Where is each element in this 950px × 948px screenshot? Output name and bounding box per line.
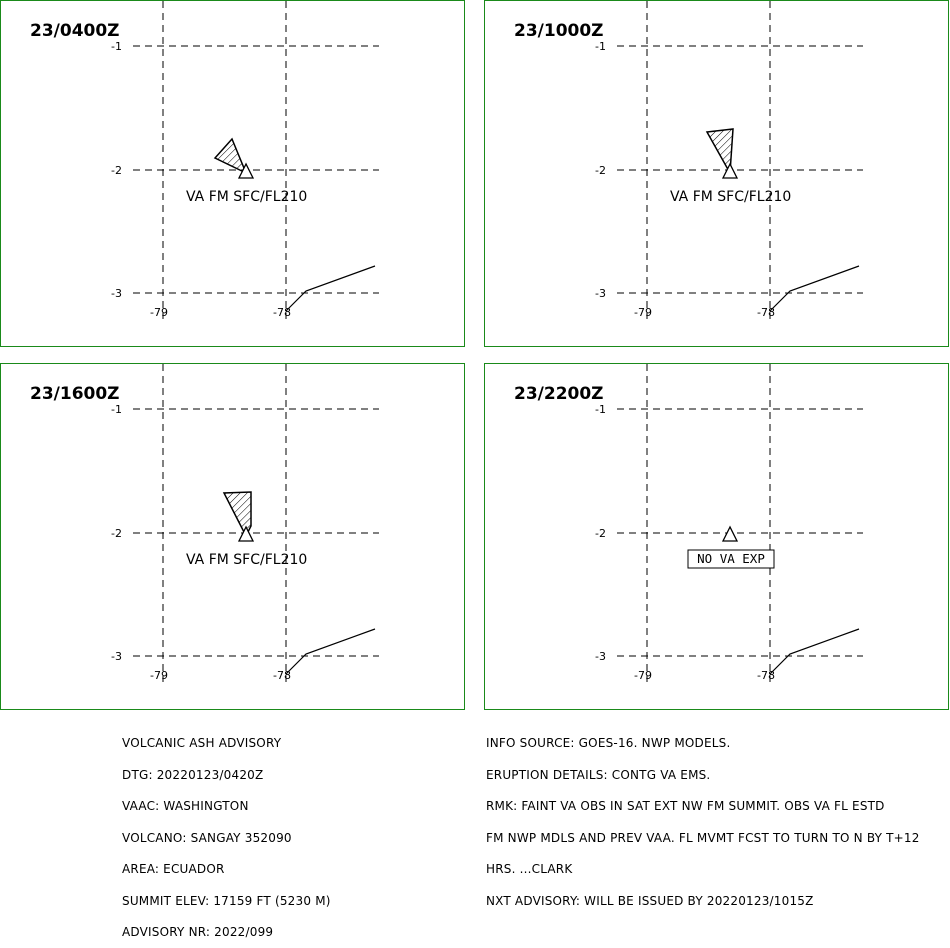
advisory-line: ERUPTION DETAILS: CONTG VA EMS. [486, 767, 711, 782]
advisory-info-left [122, 717, 331, 948]
coastline [286, 629, 375, 674]
coastline [770, 629, 859, 674]
advisory-line: VAAC: WASHINGTON [122, 799, 249, 813]
advisory-line: NXT ADVISORY: WILL BE ISSUED BY 20220123/1015Z [486, 893, 814, 908]
longitude-label: -78 [757, 306, 775, 319]
longitude-label: -79 [634, 306, 652, 319]
latitude-label: -1 [111, 40, 122, 53]
valid-time-title: 23/2200Z [514, 384, 604, 404]
latitude-label: -3 [111, 287, 122, 300]
latitude-label: -3 [595, 287, 606, 300]
ash-height-label: VA FM SFC/FL210 [670, 189, 792, 205]
latitude-label: -1 [111, 403, 122, 416]
latitude-label: -3 [111, 650, 122, 663]
map-canvas [485, 364, 950, 711]
longitude-label: -79 [634, 669, 652, 682]
valid-time-title: 23/1600Z [30, 384, 120, 404]
longitude-label: -78 [757, 669, 775, 682]
valid-time-title: 23/1000Z [514, 21, 604, 41]
volcano-icon [723, 164, 737, 178]
latitude-label: -1 [595, 403, 606, 416]
map-canvas [1, 1, 466, 348]
latitude-label: -2 [111, 164, 122, 177]
advisory-line: AREA: ECUADOR [122, 862, 225, 876]
forecast-panel-t0 [0, 0, 465, 347]
ash-height-label: VA FM SFC/FL210 [186, 189, 308, 205]
latitude-label: -2 [111, 527, 122, 540]
advisory-line: VOLCANO: SANGAY 352090 [122, 830, 292, 845]
valid-time-title: 23/0400Z [30, 21, 120, 41]
advisory-line: FM NWP MDLS AND PREV VAA. FL MVMT FCST TO TURN TO N BY T+12 [486, 830, 920, 845]
advisory-line: ADVISORY NR: 2022/099 [122, 925, 274, 939]
coastline [770, 266, 859, 311]
forecast-panel-t12 [0, 363, 465, 710]
latitude-label: -2 [595, 164, 606, 177]
map-canvas [485, 1, 950, 348]
advisory-line: HRS. ...CLARK [486, 862, 573, 876]
longitude-label: -79 [150, 306, 168, 319]
forecast-panel-t6 [484, 0, 949, 347]
ash-plume-area [215, 139, 246, 173]
latitude-label: -3 [595, 650, 606, 663]
advisory-line: DTG: 20220123/0420Z [122, 767, 264, 782]
ash-status-label: NO VA EXP [697, 551, 765, 566]
advisory-line: INFO SOURCE: GOES-16. NWP MODELS. [486, 736, 731, 750]
advisory-line: SUMMIT ELEV: 17159 FT (5230 M) [122, 893, 331, 908]
latitude-label: -1 [595, 40, 606, 53]
advisory-line: VOLCANIC ASH ADVISORY [122, 736, 282, 750]
ash-height-label: VA FM SFC/FL210 [186, 552, 308, 568]
coastline [286, 266, 375, 311]
advisory-info-right [486, 717, 920, 917]
longitude-label: -79 [150, 669, 168, 682]
longitude-label: -78 [273, 306, 291, 319]
volcano-icon [723, 527, 737, 541]
volcano-icon [239, 527, 253, 541]
advisory-line: RMK: FAINT VA OBS IN SAT EXT NW FM SUMMIT. OBS VA FL ESTD [486, 799, 885, 813]
map-canvas [1, 364, 466, 711]
forecast-panel-t18 [484, 363, 949, 710]
latitude-label: -2 [595, 527, 606, 540]
longitude-label: -78 [273, 669, 291, 682]
